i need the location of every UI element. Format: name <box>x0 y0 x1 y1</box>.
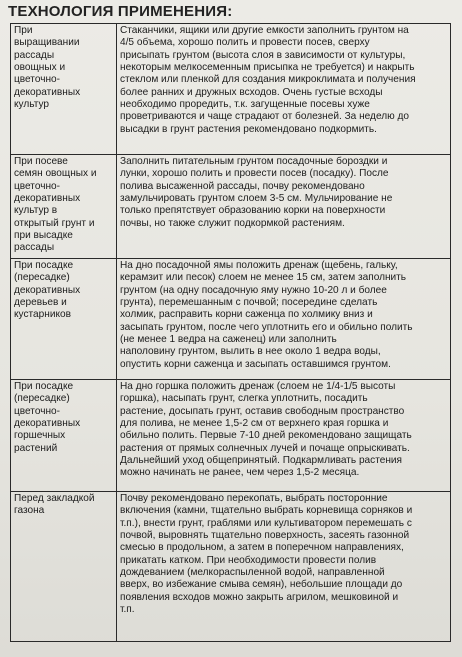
row-description: На дно горшка положить дренаж (слоем не 1/4-1/5 высоты горшка), насыпать грунт, слегка уплотнить, посадить растение, досыпать грунт, оставив свободным пространство для полива, не менее 1,5-2 см от верхнего края горшка и обильно полить. Первые 7-10 дней рекомендовано защищать растения от прямых солнечных лучей и почаще опрыскивать. Дальнейший уход общепринятый. Подкармливать растения можно начинать не ранее, чем через 1,5-2 месяца. <box>120 381 412 479</box>
document-title: ТЕХНОЛОГИЯ ПРИМЕНЕНИЯ: <box>8 3 233 20</box>
row-text-cell <box>117 155 451 259</box>
row-text-cell <box>117 259 451 380</box>
row-label-cell <box>11 24 117 155</box>
row-description: Стаканчики, ящики или другие емкости заполнить грунтом на 4/5 объема, хорошо полить и провести посев, сверху присыпать грунтом (высота слоя в зависимости от культуры, некоторым мелкосеменным присыпка не требуется) и накрыть стеклом или пленкой для создания микроклимата и получения более ранних и дружных всходов. Очень густые всходы необходимо проредить, т.к. загущенные посевы хуже проветриваются и чаще страдают от болезней. За неделю до высадки в грунт растения рекомендовано подкормить. <box>120 25 416 135</box>
row-label: При посеве семян овощных и цветочно- декоративных культур в открытый грунт и при высадке рассады <box>14 156 97 254</box>
row-text-cell <box>117 380 451 492</box>
table-row <box>11 259 451 380</box>
row-label: При посадке (пересадке) цветочно- декоративных горшечных растений <box>14 381 81 454</box>
row-label-cell <box>11 259 117 380</box>
row-label: Перед закладкой газона <box>14 493 95 517</box>
table-row <box>11 492 451 642</box>
row-label-cell <box>11 492 117 642</box>
row-label-cell <box>11 380 117 492</box>
row-description: Заполнить питательным грунтом посадочные бороздки и лунки, хорошо полить и провести посев (посадку). После полива высаженной рассады, почву рекомендовано замульчировать грунтом слоем 3-5 см. Мульчирование не только препятствует образованию корки на поверхности почвы, но также служит подкормкой растениям. <box>120 156 393 229</box>
row-label-cell <box>11 155 117 259</box>
application-technology-table <box>10 23 451 642</box>
table-row <box>11 155 451 259</box>
row-label: При выращивании рассады овощных и цветочно- декоративных культур <box>14 25 81 111</box>
table-row <box>11 24 451 155</box>
table-row <box>11 380 451 492</box>
row-text-cell <box>117 24 451 155</box>
row-description: На дно посадочной ямы положить дренаж (щебень, гальку, керамзит или песок) слоем не менее 15 см, затем заполнить грунтом (на одну посадочную яму нужно 10-20 л и более грунта), перемешанным с почвой; посередине сделать холмик, расправить корни саженца по холмику вниз и засыпать грунтом, после чего уплотнить его и обильно полить (не менее 1 ведра на саженец) или заполнить наполовину грунтом, вылить в нее около 1 ведра воды, опустить корни саженца и засыпать оставшимся грунтом. <box>120 260 413 370</box>
row-label: При посадке (пересадке) декоративных деревьев и кустарников <box>14 260 81 321</box>
row-text-cell <box>117 492 451 642</box>
row-description: Почву рекомендовано перекопать, выбрать посторонние включения (камни, тщательно выбрать корневища сорняков и т.п.), внести грунт, граблями или культиватором перемешать с почвой, выровнять тщательно поверхность, засеять газонной смесью в продольном, а затем в поперечном направлениях, прикатать катком. При необходимости провести полив дождеванием (мелкораспыленной водой, направленной вверх, во избежание смыва семян), небольшие площади до появления всходов можно закрыть агрилом, мешковиной и т.п. <box>120 493 413 616</box>
